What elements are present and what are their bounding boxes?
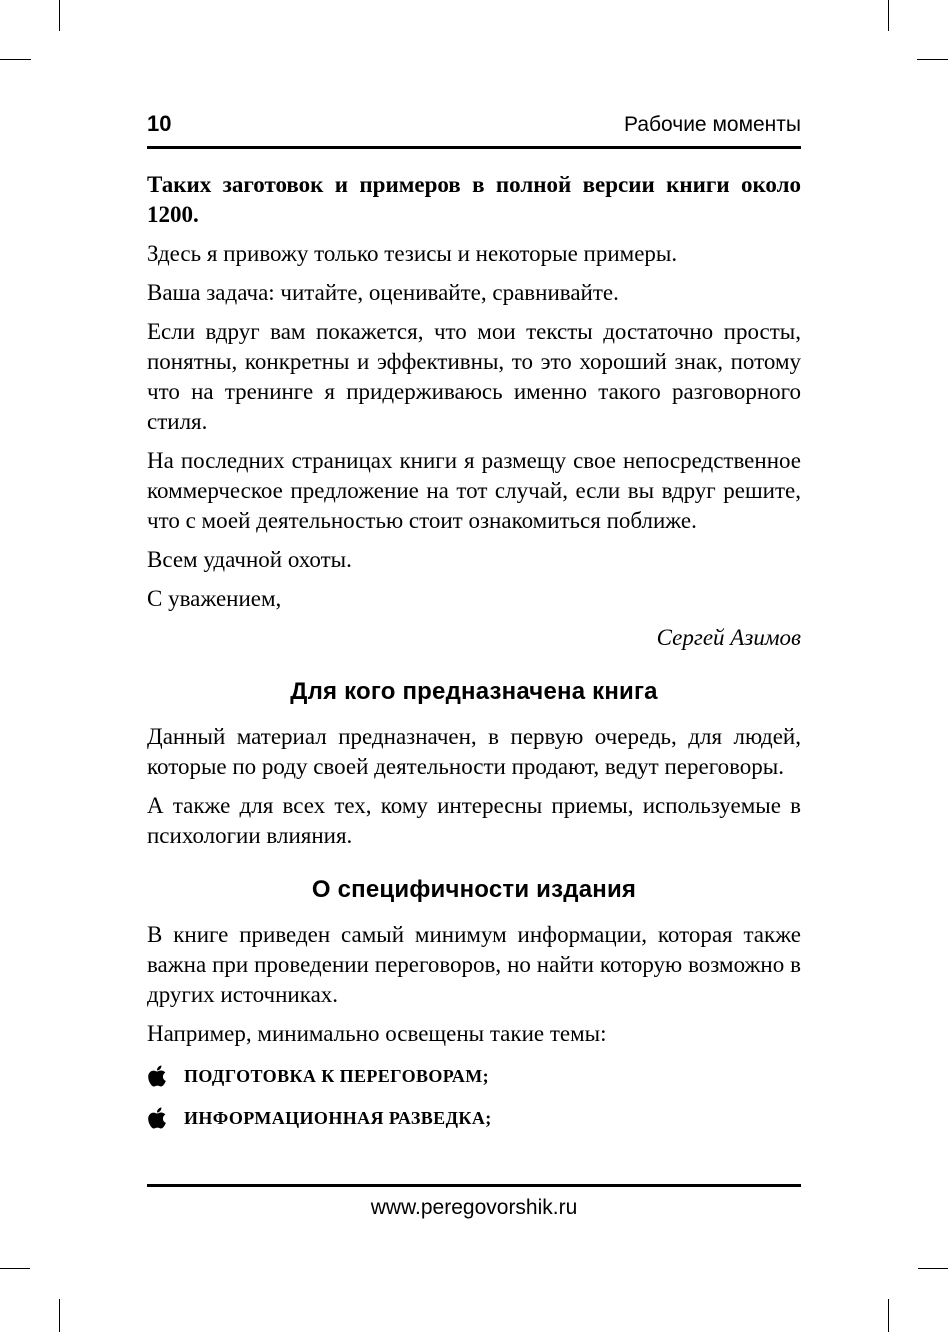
- apple-logo-icon: [147, 1106, 167, 1130]
- page-footer: [147, 1184, 801, 1220]
- page-number: 10: [147, 111, 172, 136]
- topic-label: ИНФОРМАЦИОННАЯ РАЗВЕДКА;: [184, 1108, 492, 1128]
- running-header: [147, 112, 801, 137]
- topic-item: [147, 1106, 801, 1130]
- crop-mark-top-left-vertical: [59, 0, 60, 31]
- crop-mark-bottom-right-vertical: [888, 1299, 889, 1332]
- paragraph-offer: На последних страницах книги я размещу свое непосредственное коммерческое предложение на тот случай, если вы вдруг решите, что с моей деятельностью стоит ознакомиться поближе.: [147, 448, 801, 533]
- paragraph-regards: С уважением,: [147, 586, 282, 611]
- crop-mark-bottom-right-horizontal: [918, 1268, 948, 1269]
- page-content: [147, 0, 801, 1148]
- site-url: www.peregovorshik.ru: [370, 1196, 578, 1219]
- running-head-title: Рабочие моменты: [624, 113, 801, 136]
- topics-list: [147, 1064, 801, 1130]
- section-title-audience: Для кого предназначена книга: [290, 678, 658, 705]
- topic-item: [147, 1064, 801, 1088]
- paragraph-audience-2: А также для всех тех, кому интересны приемы, используемые в психологии влияния.: [147, 793, 801, 848]
- footer-rule: [147, 1184, 801, 1187]
- crop-mark-bottom-left-vertical: [59, 1299, 60, 1332]
- paragraph-style: Если вдруг вам покажется, что мои тексты достаточно просты, понятны, конкретны и эффективны, то это хороший знак, потому что на тренинге я придерживаюсь именно такого разговорного стиля.: [147, 319, 801, 434]
- header-rule: [147, 146, 801, 149]
- paragraph-specificity-1: В книге приведен самый минимум информации, которая также важна при проведении переговоров, но найти которую возможно в других источниках.: [147, 922, 801, 1007]
- lead-paragraph: Таких заготовок и примеров в полной версии книги около 1200.: [147, 172, 801, 227]
- paragraph-good-hunting: Всем удачной охоты.: [147, 547, 352, 572]
- crop-mark-top-right-vertical: [888, 0, 889, 31]
- crop-mark-top-left-horizontal: [0, 59, 31, 60]
- apple-logo-icon: [147, 1064, 167, 1088]
- crop-mark-bottom-left-horizontal: [0, 1268, 30, 1269]
- topic-label: ПОДГОТОВКА К ПЕРЕГОВОРАМ;: [184, 1066, 490, 1086]
- paragraph-audience-1: Данный материал предназначен, в первую очередь, для людей, которые по роду своей деятельности продают, ведут переговоры.: [147, 724, 801, 779]
- paragraph-task: Ваша задача: читайте, оценивайте, сравнивайте.: [147, 280, 619, 305]
- author-signature: Сергей Азимов: [656, 625, 801, 650]
- paragraph-specificity-2: Например, минимально освещены такие темы:: [147, 1021, 607, 1046]
- section-title-specificity: О специфичности издания: [311, 876, 637, 903]
- crop-mark-top-right-horizontal: [917, 59, 948, 60]
- paragraph-theses: Здесь я привожу только тезисы и некоторые примеры.: [147, 241, 678, 266]
